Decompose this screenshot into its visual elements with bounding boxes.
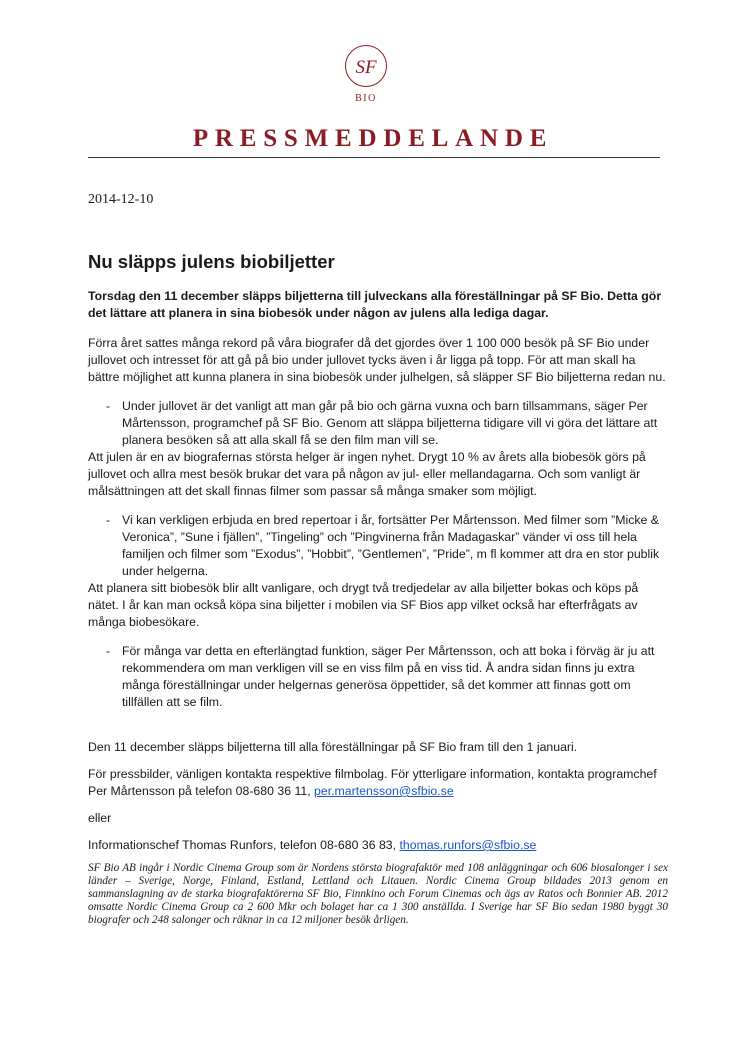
page-title: PRESSMEDDELANDE (192, 125, 554, 152)
paragraph-or: eller (88, 811, 112, 825)
quote-2 (106, 512, 668, 580)
company-boilerplate: SF Bio AB ingår i Nordic Cinema Group som är Nordens största biografaktör med 108 anläggningar och 606 biosalonger i sex länder – Sverige, Norge, Finland, Estland, Lettland och Litauen. Nordic Cinema Group bildades 2013 genom en sammanslagning av de starka biografaktörerna SF Bio, Finnkino och Forum Cinemas och ägs av Ratos och Bonnier AB. 2012 omsatte Nordic Cinema Group ca 2 600 Mkr och bolaget har ca 1 300 anställda. I Sverige har SF Bio sedan 1980 byggt 30 biografer och 248 salonger och räknar in ca 12 miljoner besök årligen. (88, 862, 668, 926)
release-date: 2014-12-10 (88, 192, 154, 207)
dash-bullet: - (106, 644, 111, 658)
quote-2-text: Vi kan verkligen erbjuda en bred repertoar i år, fortsätter Per Mårtensson. Med filmer som ”Micke & Veronica”, ”Sune i fjällen”, ”Tingeling” och ”Pingvinerna från Madagaskar” vänder vi oss till hela familjen och filmer som ”Exodus”, ”Hobbit”, ”Gentlemen”, ”Pride”, m fl kommer att dra en stor publik under helgerna. (122, 513, 660, 578)
dash-bullet: - (106, 399, 111, 413)
logo-wordmark: BIO (355, 93, 377, 104)
quote-1 (106, 398, 668, 449)
contact-paragraph-2 (88, 837, 668, 854)
contact-text: För pressbilder, vänligen kontakta respektive filmbolag. För ytterligare information, kontakta programchef Per Mårtensson på telefon 08-680 36 11, (88, 767, 657, 798)
header-divider (88, 157, 660, 158)
paragraph-2: Att julen är en av biografernas största helger är ingen nyhet. Drygt 10 % av årets alla biobesök görs på jullovet och allra mest besök brukar det vara på någon av jul- eller mellandagarna. Och som vanligt är målsättningen att det skall finnas filmer som passar så många smaker som möjligt. (88, 450, 646, 498)
article-body (88, 250, 668, 927)
email-link-thomas[interactable]: thomas.runfors@sfbio.se (399, 838, 537, 852)
contact-paragraph (88, 766, 668, 800)
dash-bullet: - (106, 513, 111, 527)
logo-monogram: SF (355, 57, 377, 78)
email-link-per[interactable]: per.martensson@sfbio.se (314, 784, 454, 798)
quote-1-text: Under jullovet är det vanligt att man går på bio och gärna vuxna och barn tillsammans, säger Per Mårtensson, programchef på SF Bio. Genom att släppa biljetterna tidigare vill vi göra det lättare att planera besöken så att alla skall få se den film man vill se. (122, 399, 658, 447)
headline: Nu släpps julens biobiljetter (88, 251, 335, 272)
lead-paragraph: Torsdag den 11 december släpps biljetterna till julveckans alla föreställningar på SF Bio. Detta gör det lättare att planera in sina biobesök under någon av julens alla lediga dagar. (88, 289, 662, 320)
quote-3-text: För många var detta en efterlängtad funktion, säger Per Mårtensson, och att boka i förväg är ju att rekommendera om man verkligen vill se en viss film på en viss tid. Å andra sidan finns ju extra många föreställningar under helgernas generösa öppettider, så det kommer att finnas gott om tillfällen att se film. (122, 644, 655, 709)
quote-3 (106, 643, 668, 711)
contact-text-2: Informationschef Thomas Runfors, telefon 08-680 36 83, (88, 838, 400, 852)
paragraph-3: Att planera sitt biobesök blir allt vanligare, och drygt två tredjedelar av alla biljetter bokas och köps på nätet. I år kan man också köpa sina biljetter i mobilen via SF Bios app vilket också har efterfrågats av många biobesökare. (88, 581, 639, 629)
sf-bio-logo (342, 44, 390, 104)
paragraph-1: Förra året sattes många rekord på våra biografer då det gjordes över 1 100 000 besök på SF Bio under jullovet och intresset för att gå på bio under jullovet tycks även i år ligga på topp. För att man skall ha bättre möjlighet att kunna planera in sina biobesök under julhelgen, så släpper SF Bio biljetterna redan nu. (88, 336, 666, 384)
paragraph-4: Den 11 december släpps biljetterna till alla föreställningar på SF Bio fram till den 1 januari. (88, 740, 578, 754)
